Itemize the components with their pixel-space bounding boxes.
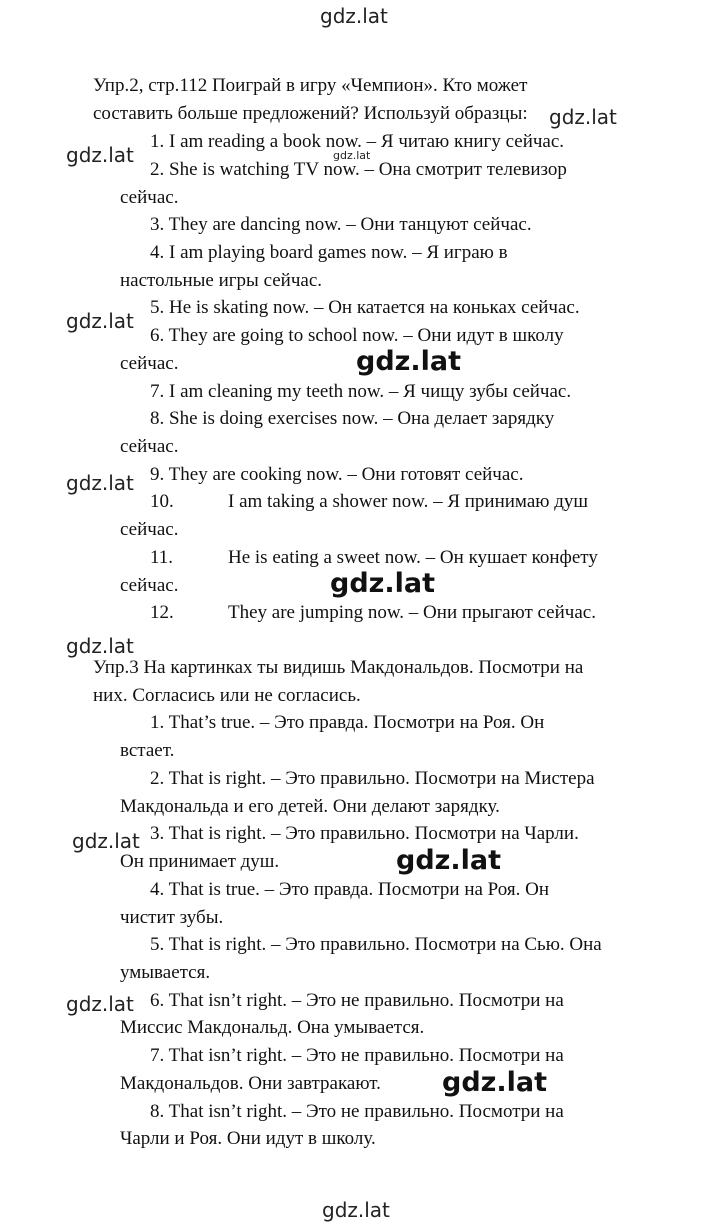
exercise-3-line: 6. That isn’t right. – Это не правильно. Посмотри на xyxy=(150,990,564,1011)
watermark-logo: gdz.lat xyxy=(66,309,134,333)
exercise-2-line: сейчас. xyxy=(120,575,179,596)
watermark-logo: gdz.lat xyxy=(66,634,134,658)
watermark-logo: gdz.lat xyxy=(322,1198,390,1222)
watermark-logo: gdz.lat xyxy=(72,829,140,853)
exercise-3-line: 2. That is right. – Это правильно. Посмотри на Мистера xyxy=(150,768,595,789)
item-text: He is eating a sweet now. – Он кушает конфету xyxy=(228,547,598,568)
exercise-2-line: 1. I am reading a book now. – Я читаю книгу сейчас. xyxy=(150,131,565,152)
exercise-2-line: сейчас. xyxy=(120,519,179,540)
exercise-2-item-10 xyxy=(150,492,588,511)
exercise-2-line: настольные игры сейчас. xyxy=(120,270,323,291)
exercise-3-line: 7. That isn’t right. – Это не правильно. Посмотри на xyxy=(150,1045,564,1066)
exercise-2-line: 4. I am playing board games now. – Я играю в xyxy=(150,242,508,263)
exercise-3-line: Чарли и Роя. Они идут в школу. xyxy=(120,1128,376,1149)
exercise-2-line: 7. I am cleaning my teeth now. – Я чищу зубы сейчас. xyxy=(150,381,572,402)
exercise-2-line: 3. They are dancing now. – Они танцуют сейчас. xyxy=(150,214,532,235)
watermark-logo: gdz.lat xyxy=(442,1067,548,1098)
exercise-2-line: 6. They are going to school now. – Они идут в школу xyxy=(150,325,564,346)
exercise-3-line: 5. That is right. – Это правильно. Посмотри на Сью. Она xyxy=(150,934,602,955)
exercise-2-line: сейчас. xyxy=(120,187,179,208)
exercise-2-heading-line2: составить больше предложений? Используй образцы: xyxy=(93,103,528,124)
exercise-2-line: 8. She is doing exercises now. – Она делает зарядку xyxy=(150,408,555,429)
exercise-3-line: чистит зубы. xyxy=(120,907,224,928)
exercise-2-line: сейчас. xyxy=(120,353,179,374)
exercise-3-line: Макдональдов. Они завтракают. xyxy=(120,1073,381,1094)
item-text: I am taking a shower now. – Я принимаю душ xyxy=(228,491,588,512)
exercise-3-line: Макдональда и его детей. Они делают зарядку. xyxy=(120,796,500,817)
watermark-logo: gdz.lat xyxy=(320,4,388,28)
watermark-logo: gdz.lat xyxy=(66,992,134,1016)
exercise-3-line: 1. That’s true. – Это правда. Посмотри на Роя. Он xyxy=(150,712,545,733)
exercise-3-line: 4. That is true. – Это правда. Посмотри на Роя. Он xyxy=(150,879,550,900)
watermark-logo: gdz.lat xyxy=(333,149,371,162)
watermark-logo: gdz.lat xyxy=(66,143,134,167)
exercise-3-line: 3. That is right. – Это правильно. Посмотри на Чарли. xyxy=(150,823,579,844)
watermark-logo: gdz.lat xyxy=(549,105,617,129)
exercise-3-line: Он принимает душ. xyxy=(120,851,280,872)
exercise-2-line: сейчас. xyxy=(120,436,179,457)
item-text: They are jumping now. – Они прыгают сейчас. xyxy=(228,602,596,623)
item-number: 12. xyxy=(150,602,174,623)
item-number: 11. xyxy=(150,547,174,568)
exercise-2-item-11 xyxy=(150,548,598,567)
exercise-2-line: 9. They are cooking now. – Они готовят сейчас. xyxy=(150,464,524,485)
watermark-logo: gdz.lat xyxy=(356,346,462,377)
exercise-3-heading-line1: Упр.3 На картинках ты видишь Макдональдов. Посмотри на xyxy=(93,657,584,678)
watermark-logo: gdz.lat xyxy=(330,568,436,599)
item-number: 10. xyxy=(150,491,174,512)
exercise-3-line: встает. xyxy=(120,740,175,761)
exercise-2-line: 5. He is skating now. – Он катается на коньках сейчас. xyxy=(150,297,580,318)
exercise-3-line: Миссис Макдональд. Она умывается. xyxy=(120,1017,425,1038)
watermark-logo: gdz.lat xyxy=(396,845,502,876)
exercise-3-line: умывается. xyxy=(120,962,211,983)
exercise-3-heading-line2: них. Согласись или не согласись. xyxy=(93,685,361,706)
exercise-3-line: 8. That isn’t right. – Это не правильно. Посмотри на xyxy=(150,1101,564,1122)
exercise-2-line: 2. She is watching TV now. – Она смотрит телевизор xyxy=(150,159,567,180)
watermark-logo: gdz.lat xyxy=(66,471,134,495)
exercise-2-heading-line1: Упр.2, стр.112 Поиграй в игру «Чемпион». Кто может xyxy=(93,75,528,96)
exercise-2-item-12 xyxy=(150,603,596,622)
